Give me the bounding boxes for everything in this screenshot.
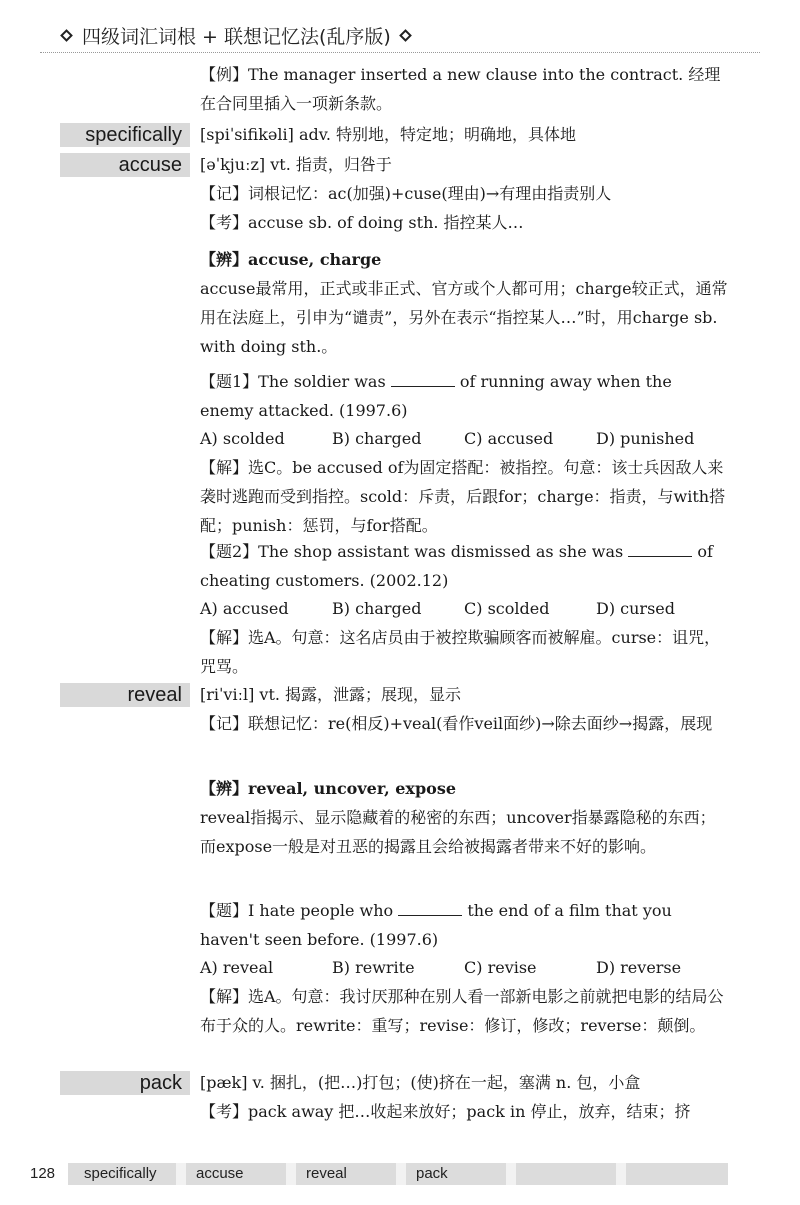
- memo-reveal: 【记】联想记忆：re(相反)+veal(看作veil面纱)→除去面纱→揭露，展现: [200, 714, 713, 733]
- definition-reveal: [riˈviːl] vt. 揭露，泄露；展现，显示: [200, 685, 462, 704]
- definition-specifically: [spiˈsifikəli] adv. 特别地，特定地；明确地，具体地: [200, 125, 577, 144]
- distinguish-text-accuse: accuse最常用，正式或非正式、官方或个人都可用；charge较正式，通常用在法庭上，引申为“谴责”，另外在表示“指控某人…”时，用charge sb. with doing sth.。: [200, 279, 728, 356]
- diamond-icon: [60, 29, 74, 43]
- footer-separator: [176, 1163, 186, 1185]
- question1-stem-b: of running away when the enemy attacked. (1997.6): [200, 372, 672, 420]
- footer-word: specifically: [84, 1165, 157, 1182]
- footer-separator: [616, 1163, 626, 1185]
- answer-reveal: 【解】选A。句意：我讨厌那种在别人看一部新电影之前就把电影的结局公布于众的人。rewrite：重写；revise：修订，修改；reverse：颠倒。: [200, 987, 724, 1035]
- option-c: C) accused: [464, 429, 554, 448]
- headword-pack: pack: [60, 1071, 190, 1095]
- option-b: B) rewrite: [332, 958, 415, 977]
- option-d: D) reverse: [596, 958, 682, 977]
- distinguish-title-reveal: 【辨】reveal, uncover, expose: [200, 779, 457, 798]
- question1-accuse: [200, 367, 730, 425]
- definition-pack: [pæk] v. 捆扎，(把…)打包；(使)挤在一起，塞满 n. 包，小盒: [200, 1073, 641, 1092]
- insert-example: 【例】The manager inserted a new clause into the contract. 经理在合同里插入一项新条款。: [200, 65, 721, 113]
- question2-stem-b: of cheating customers. (2002.12): [200, 542, 713, 590]
- headword-reveal: reveal: [60, 683, 190, 707]
- answer2-accuse: 【解】选A。句意：这名店员由于被控欺骗顾客而被解雇。curse：诅咒，咒骂。: [200, 628, 721, 676]
- diamond-icon: [399, 29, 413, 43]
- question2-stem-a: 【题2】The shop assistant was dismissed as she was: [200, 542, 624, 561]
- question-stem-a: 【题】I hate people who: [200, 901, 394, 920]
- question-stem-b: the end of a film that you haven't seen before. (1997.6): [200, 901, 672, 949]
- footer-word: accuse: [196, 1165, 244, 1182]
- option-d: D) cursed: [596, 599, 675, 618]
- distinguish-text-reveal: reveal指揭示、显示隐藏着的秘密的东西；uncover指暴露隐秘的东西；而expose一般是对丑恶的揭露且会给被揭露者带来不好的影响。: [200, 808, 716, 856]
- option-a: A) accused: [200, 599, 289, 618]
- exam-pack: 【考】pack away 把…收起来放好；pack in 停止，放弃，结束；挤: [200, 1102, 691, 1121]
- memo-accuse: 【记】词根记忆：ac(加强)+cuse(理由)→有理由指责别人: [200, 184, 612, 203]
- headword-specifically: specifically: [60, 123, 190, 147]
- answer1-accuse: 【解】选C。be accused of为固定搭配：被指控。句意：该士兵因敌人来袭时逃跑而受到指控。scold：斥责，后跟for；charge：指责，与with搭配；punish：惩罚，与for搭配。: [200, 458, 726, 535]
- option-d: D) punished: [596, 429, 695, 448]
- exam-accuse: 【考】accuse sb. of doing sth. 指控某人…: [200, 213, 524, 232]
- option-a: A) scolded: [200, 429, 285, 448]
- option-c: C) scolded: [464, 599, 550, 618]
- answer-blank: [398, 901, 462, 916]
- question-reveal: [200, 896, 730, 954]
- footer-word: reveal: [306, 1165, 347, 1182]
- option-b: B) charged: [332, 429, 422, 448]
- page-number: 128: [30, 1165, 56, 1182]
- option-c: C) revise: [464, 958, 537, 977]
- question1-stem-a: 【题1】The soldier was: [200, 372, 386, 391]
- definition-accuse: [əˈkjuːz] vt. 指责，归咎于: [200, 155, 392, 174]
- option-a: A) reveal: [200, 958, 274, 977]
- page-footer: [0, 1155, 800, 1185]
- distinguish-title-accuse: 【辨】accuse, charge: [200, 250, 382, 269]
- footer-word: pack: [416, 1165, 448, 1182]
- answer-blank: [628, 542, 692, 557]
- header-divider: [40, 52, 760, 53]
- option-b: B) charged: [332, 599, 422, 618]
- question2-options: [200, 594, 730, 623]
- question1-options: [200, 424, 730, 453]
- footer-separator: [396, 1163, 406, 1185]
- page-header: [0, 0, 800, 50]
- footer-separator: [506, 1163, 516, 1185]
- question-options-reveal: [200, 953, 730, 982]
- answer-blank: [391, 372, 455, 387]
- footer-separator: [286, 1163, 296, 1185]
- headword-accuse: accuse: [60, 153, 190, 177]
- question2-accuse: [200, 537, 730, 595]
- book-title: 四级词汇词根 + 联想记忆法(乱序版): [82, 26, 391, 48]
